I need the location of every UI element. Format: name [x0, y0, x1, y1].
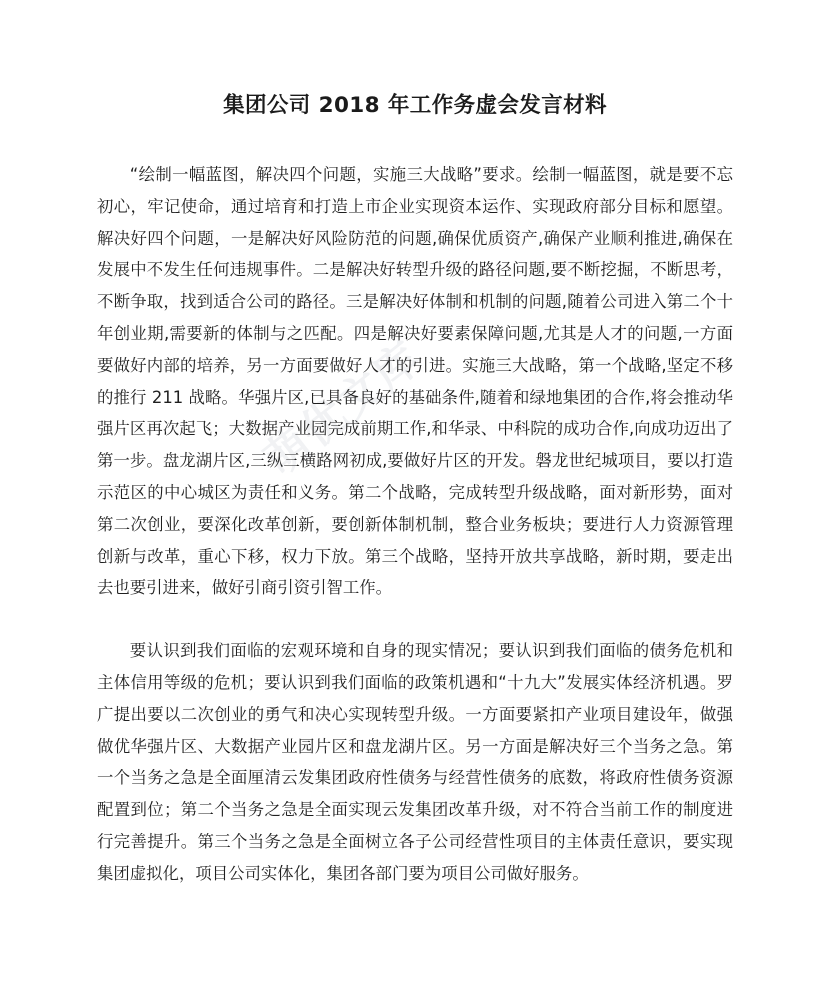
document-title: 集团公司 2018 年工作务虚会发言材料 — [223, 93, 607, 118]
paragraph: 要认识到我们面临的宏观环境和自身的现实情况；要认识到我们面临的债务危机和主体信用等级的危机；要认识到我们面临的政策机遇和“十九大”发展实体经济机遇。罗广提出要以二次创业的勇气和决心实现转型升级。一方面要紧扣产业项目建设年，做强做优华强片区、大数据产业园片区和盘龙湖片区。另一方面是解决好三个当务之急。第一个当务之急是全面厘清云发集团政府性债务与经营性债务的底数，将政府性债务资源配置到位；第二个当务之急是全面实现云发集团改革升级，对不符合当前工作的制度进行完善提升。第三个当务之急是全面树立各子公司经营性项目的主体责任意识，要实现集团虚拟化，项目公司实体化，集团各部门要为项目公司做好服务。 — [97, 641, 733, 883]
watermark-text: 萌优文库 — [255, 332, 432, 486]
document-body — [0, 159, 830, 890]
paragraph: “绘制一幅蓝图，解决四个问题，实施三大战略”要求。绘制一幅蓝图，就是要不忘初心，牢记使命，通过培育和打造上市企业实现资本运作、实现政府部分目标和愿望。解决好四个问题，一是解决好风险防范的问题,确保优质资产,确保产业顺利推进,确保在发展中不发生任何违规事件。二是解决好转型升级的路径问题,要不断挖掘，不断思考，不断争取，找到适合公司的路径。三是解决好体制和机制的问题,随着公司进入第二个十年创业期,需要新的体制与之匹配。四是解决好要素保障问题,尤其是人才的问题,一方面要做好内部的培养，另一方面要做好人才的引进。实施三大战略，第一个战略,坚定不移的推行 211 战略。华强片区,已具备良好的基础条件,随着和绿地集团的合作,将会推动华强片区再次起飞；大数据产业园完成前期工作,和华录、中科院的成功合作,向成功迈出了第一步。盘龙湖片区,三纵三横路网初成,要做好片区的开发。磐龙世纪城项目，要以打造示范区的中心城区为责任和义务。第二个战略，完成转型升级战略，面对新形势，面对第二次创业，要深化改革创新，要创新体制机制，整合业务板块；要进行人力资源管理创新与改革，重心下移，权力下放。第三个战略，坚持开放共享战略，新时期，要走出去也要引进来，做好引商引资引智工作。 — [97, 165, 733, 598]
